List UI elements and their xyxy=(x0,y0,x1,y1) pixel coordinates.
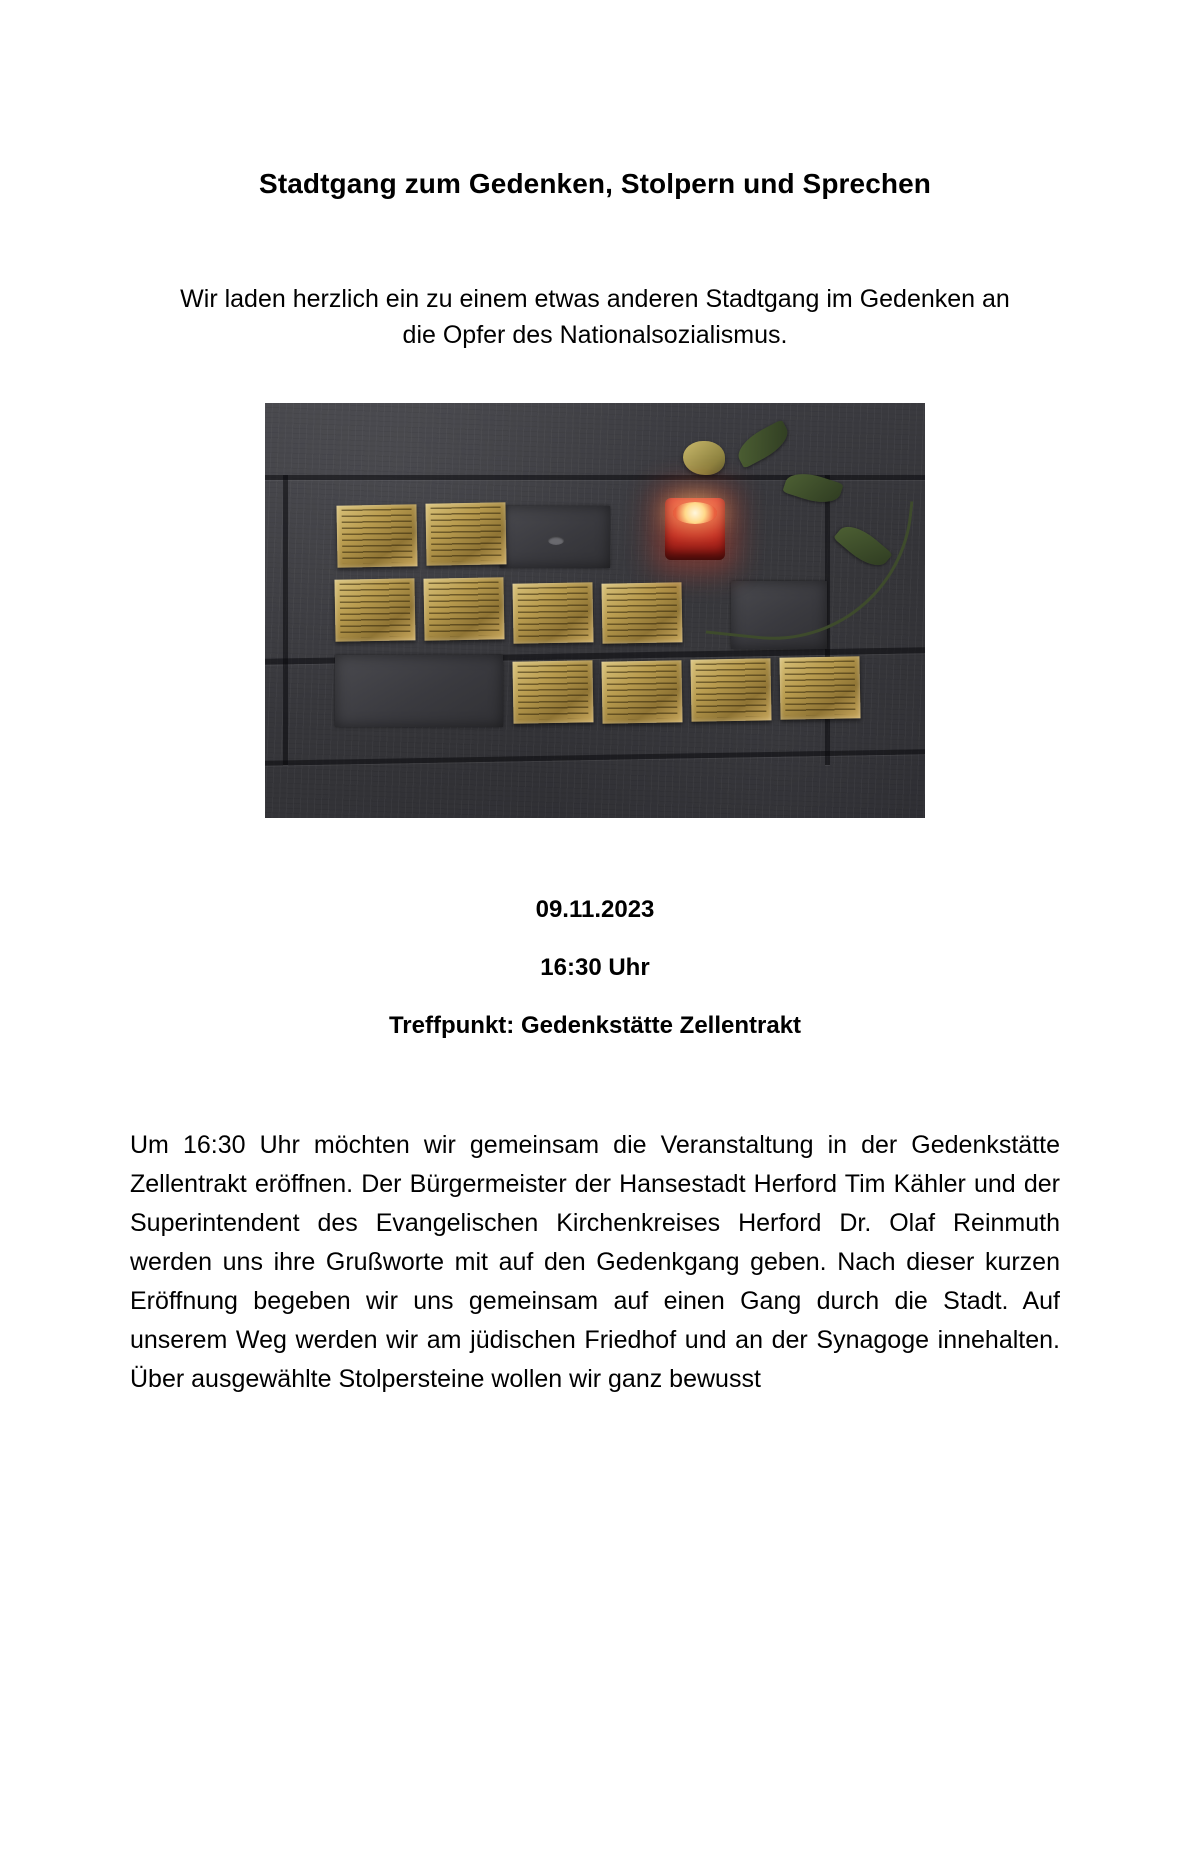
event-date: 09.11.2023 xyxy=(535,896,655,923)
stolperstein xyxy=(601,582,682,643)
event-meeting-point: Treffpunkt: Gedenkstätte Zellentrakt xyxy=(388,1012,802,1039)
photo-container xyxy=(130,403,1060,818)
event-time: 16:30 Uhr xyxy=(540,954,650,981)
pavement-joint xyxy=(283,475,288,765)
blank-slab xyxy=(335,655,503,727)
rose-bloom xyxy=(683,441,725,475)
body-paragraph: Um 16:30 Uhr möchten wir gemeinsam die Veranstaltung in der Gedenkstätte Zellentrakt eröffnen. Der Bürgermeister der Hansestadt Herford Tim Kähler und der Superintendent des Evangelischen Kirchenkreises Herford Dr. Olaf Reinmuth werden uns ihre Grußworte mit auf den Gedenkgang geben. Nach dieser kurzen Eröffnung begeben wir uns gemeinsam auf einen Gang durch die Stadt. Auf unserem Weg werden wir am jüdischen Friedhof und an der Synagoge innehalten. Über ausgewählte Stolpersteine wollen wir ganz bewusst xyxy=(130,1131,1060,1393)
stolperstein xyxy=(423,577,504,640)
page-title: Stadtgang zum Gedenken, Stolpern und Sprechen xyxy=(259,168,931,199)
stolperstein xyxy=(601,660,682,723)
stolperstein xyxy=(425,502,506,565)
intro-paragraph: Wir laden herzlich ein zu einem etwas anderen Stadtgang im Gedenken an die Opfer des Nationalsozialismus. xyxy=(180,285,1010,349)
event-details xyxy=(130,896,1060,1040)
document-page xyxy=(0,168,1190,1852)
stolperstein xyxy=(779,656,860,719)
slab-marker xyxy=(548,536,564,545)
stolperstein xyxy=(512,660,593,723)
stolpersteine-photo xyxy=(265,403,925,818)
stolperstein xyxy=(334,578,415,641)
stolperstein xyxy=(336,504,417,567)
stolperstein xyxy=(512,582,593,643)
stolperstein xyxy=(690,658,771,721)
memorial-candle xyxy=(665,498,725,560)
